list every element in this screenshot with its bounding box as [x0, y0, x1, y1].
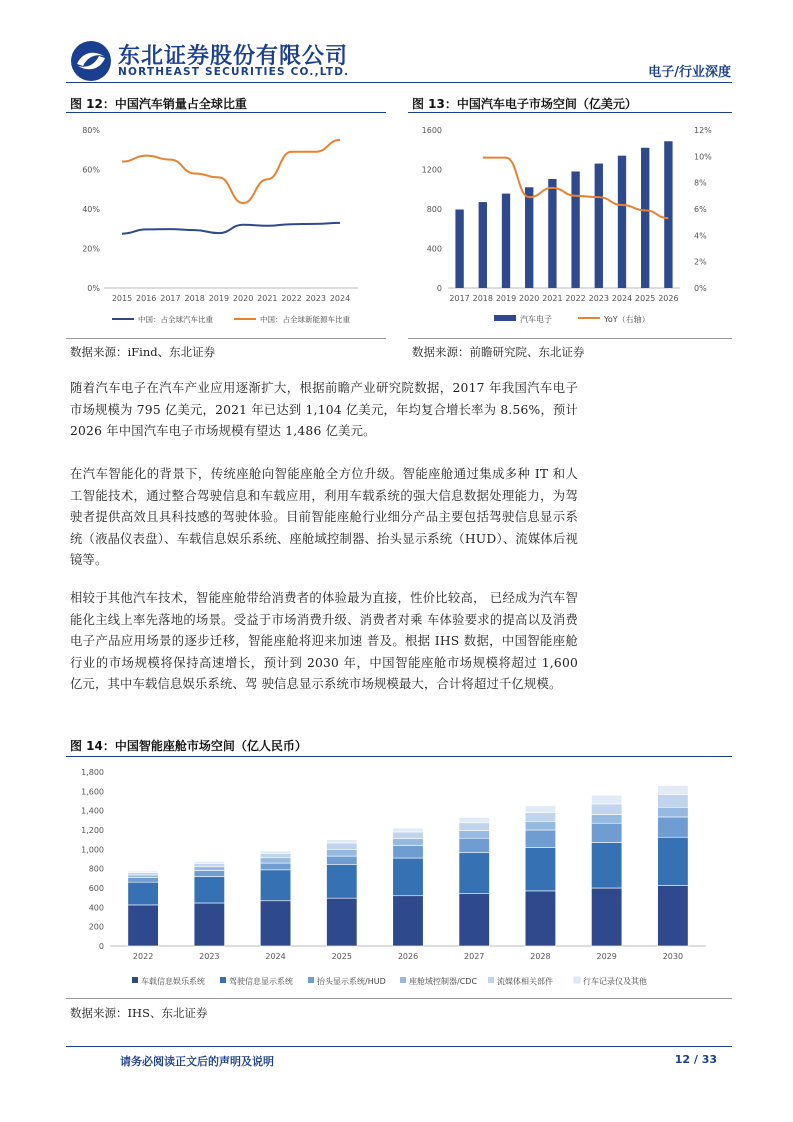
fig13-bar — [525, 187, 533, 288]
fig13-title-rule — [408, 112, 732, 113]
fig12-y-tick-label: 80% — [82, 126, 100, 135]
fig14-bar-segment-5 — [128, 871, 158, 872]
header-rule — [66, 82, 732, 83]
fig14-legend-label-1: 驾驶信息显示系统 — [229, 977, 293, 986]
fig14-bar-segment-3 — [194, 867, 224, 871]
fig14-bar-segment-2 — [393, 845, 423, 858]
fig14-legend-swatch-1 — [220, 977, 226, 983]
fig14-bar-segment-1 — [260, 870, 290, 901]
fig13-bar — [571, 171, 579, 288]
company-name-cn: 东北证券股份有限公司 — [118, 44, 349, 69]
fig13-bar — [595, 164, 603, 288]
fig12-y-tick-label: 60% — [82, 165, 100, 175]
fig14-bar-segment-2 — [128, 877, 158, 882]
fig14-x-tick-label: 2023 — [199, 952, 220, 961]
paragraph-1: 随着汽车电子在汽车产业应用逐渐扩大，根据前瞻产业研究院数据，2017 年我国汽车电子市场规模为 795 亿美元，2021 年已达到 1,104 亿美元，年均复合增长率为 8.56%，预计 2026 年中国汽车电子市场规模有望达 1,486 亿美元。 — [70, 381, 578, 438]
fig14-y-tick-label: 1,200 — [81, 826, 104, 835]
fig14-bar-segment-4 — [459, 823, 489, 831]
fig14-bar-segment-4 — [658, 795, 688, 808]
fig13-y2-tick-label: 8% — [694, 178, 707, 188]
fig14-y-tick-label: 1,400 — [81, 806, 104, 816]
fig14-bar-segment-3 — [327, 849, 357, 856]
fig12-x-tick-label: 2022 — [281, 294, 302, 303]
fig12-x-tick-label: 2017 — [160, 294, 181, 303]
fig12-title: 图 12：中国汽车销量占全球比重 — [70, 97, 247, 111]
fig13-y2-tick-label: 12% — [694, 126, 712, 135]
fig14-bar-segment-1 — [194, 876, 224, 903]
fig14-bar-segment-0 — [327, 898, 357, 946]
fig12-x-tick-label: 2020 — [232, 294, 254, 303]
fig14-bar-segment-3 — [260, 858, 290, 863]
fig13-y2-tick-label: 6% — [694, 205, 707, 214]
fig14-x-tick-label: 2024 — [265, 952, 286, 961]
fig12-source: 数据来源：iFind、东北证券 — [70, 345, 216, 359]
fig13-bar — [664, 141, 672, 288]
fig13-y-tick-label: 1200 — [421, 165, 442, 175]
fig13-y2-tick-label: 2% — [694, 257, 707, 267]
fig14-bar-segment-4 — [591, 804, 621, 815]
fig14-bar-segment-3 — [393, 839, 423, 846]
fig14-x-tick-label: 2028 — [530, 952, 551, 961]
fig14-bar-segment-0 — [260, 901, 290, 946]
fig14-legend-swatch-2 — [308, 977, 314, 983]
fig13-legend-swatch-bar — [494, 315, 516, 321]
fig14-y-tick-label: 1,600 — [81, 787, 104, 797]
fig14-bar-segment-4 — [393, 832, 423, 839]
fig14-title: 图 14：中国智能座舱市场空间（亿人民币） — [70, 739, 307, 753]
fig14-bar-segment-0 — [591, 888, 621, 946]
fig14-bar-segment-0 — [393, 896, 423, 946]
fig13-x-tick-label: 2017 — [449, 294, 470, 303]
fig14-bar-segment-0 — [658, 886, 688, 946]
fig13-bottom-rule — [408, 338, 732, 339]
fig12-y-tick-label: 0% — [87, 284, 100, 293]
fig13-y-tick-label: 800 — [426, 205, 442, 214]
fig14-source: 数据来源：IHS、东北证券 — [70, 1006, 208, 1020]
fig12-y-tick-label: 20% — [82, 244, 100, 254]
fig14-legend-label-4: 流媒体相关部件 — [497, 977, 553, 986]
fig12-title-rule — [66, 112, 386, 113]
fig14-bar-segment-4 — [260, 853, 290, 857]
fig14-bar-segment-4 — [327, 843, 357, 849]
fig13-chart — [408, 114, 732, 338]
fig13-bar — [455, 209, 463, 288]
fig14-bar-segment-1 — [525, 847, 555, 891]
fig13-x-tick-label: 2021 — [542, 294, 563, 303]
fig14-bar-segment-2 — [260, 863, 290, 870]
company-logo — [70, 40, 112, 82]
fig14-bar-segment-1 — [393, 858, 423, 896]
fig14-bar-segment-5 — [260, 851, 290, 853]
fig12-x-tick-label: 2024 — [329, 294, 351, 303]
fig12-x-tick-label: 2016 — [136, 294, 157, 303]
fig14-x-tick-label: 2029 — [596, 952, 617, 961]
fig14-x-tick-label: 2022 — [132, 952, 154, 961]
fig14-bar-segment-5 — [591, 795, 621, 804]
fig14-bar-segment-5 — [393, 828, 423, 832]
footer-disclaimer: 请务必阅读正文后的声明及说明 — [120, 1055, 274, 1068]
fig13-y-tick-label: 0 — [436, 284, 442, 293]
company-name-en: NORTHEAST SECURITIES CO.,LTD. — [118, 66, 350, 78]
fig13-y-tick-label: 400 — [426, 244, 442, 254]
fig14-bar-segment-5 — [459, 817, 489, 822]
fig14-bar-segment-5 — [194, 861, 224, 863]
fig14-bar-segment-4 — [128, 873, 158, 875]
fig12-chart — [66, 114, 386, 338]
fig13-x-tick-label: 2023 — [588, 294, 609, 303]
fig12-legend-label-1: 中国：占全球新能源车比重 — [260, 315, 350, 324]
fig14-bar-segment-3 — [591, 815, 621, 824]
fig14-bar-segment-0 — [128, 905, 158, 946]
fig13-x-tick-label: 2022 — [565, 294, 586, 303]
fig13-source: 数据来源：前瞻研究院、东北证券 — [412, 345, 585, 359]
fig14-y-tick-label: 400 — [88, 903, 104, 913]
fig14-bar-segment-3 — [459, 830, 489, 838]
fig14-bar-segment-1 — [327, 864, 357, 898]
fig14-legend-label-2: 抬头显示系统/HUD — [317, 977, 386, 986]
footer-rule — [66, 1046, 732, 1047]
fig13-bar — [502, 194, 510, 288]
fig14-chart — [66, 758, 732, 998]
fig14-bar-segment-3 — [658, 807, 688, 817]
fig14-bar-segment-1 — [459, 853, 489, 894]
fig13-y2-tick-label: 10% — [694, 152, 712, 162]
fig12-x-tick-label: 2018 — [184, 294, 205, 303]
fig14-bar-segment-1 — [591, 843, 621, 888]
fig14-bar-segment-2 — [658, 817, 688, 837]
fig14-bar-segment-1 — [658, 837, 688, 885]
paragraph-2: 在汽车智能化的背景下，传统座舱向智能座舱全方位升级。智能座舱通过集成多种 IT 和人工智能技术，通过整合驾驶信息和车载应用，利用车载系统的强大信息数据处理能力，为驾驶者提供高效且具科技感的驾驶体验。目前智能座舱行业细分产品主要包括驾驶信息显示系统（液晶仪表盘）、车载信息娱乐系统、座舱域控制器、抬头显示系统（HUD）、流媒体后视镜等。 — [70, 467, 578, 567]
company-logo-icon — [70, 40, 112, 82]
fig12-series-line-0 — [122, 223, 340, 234]
fig14-legend-swatch-0 — [132, 977, 138, 983]
fig12-y-tick-label: 40% — [82, 205, 100, 214]
fig14-bar-segment-3 — [525, 821, 555, 830]
fig14-y-tick-label: 1,000 — [81, 845, 104, 855]
fig14-bar-segment-1 — [128, 882, 158, 905]
fig14-y-tick-label: 600 — [88, 884, 104, 893]
fig12-x-tick-label: 2019 — [208, 294, 230, 303]
fig12-x-tick-label: 2021 — [257, 294, 278, 303]
fig13-title: 图 13：中国汽车电子市场空间（亿美元） — [412, 97, 637, 111]
fig14-y-tick-label: 800 — [88, 864, 104, 874]
fig12-x-tick-label: 2015 — [111, 294, 133, 303]
fig14-y-tick-label: 200 — [88, 922, 104, 932]
fig14-legend-swatch-4 — [488, 977, 494, 983]
fig13-bar — [641, 148, 649, 288]
fig14-legend-label-3: 座舱域控制器/CDC — [409, 977, 478, 986]
fig14-bar-segment-2 — [459, 838, 489, 853]
fig14-bar-segment-0 — [525, 891, 555, 946]
fig13-x-tick-label: 2026 — [658, 294, 679, 303]
fig14-title-rule — [66, 756, 732, 757]
fig13-bar — [548, 179, 556, 288]
fig12-series-line-1 — [122, 140, 340, 203]
fig14-y-tick-label: 0 — [98, 942, 104, 951]
fig13-x-tick-label: 2024 — [611, 294, 633, 303]
fig12-legend-label-0: 中国：占全球汽车比重 — [138, 315, 213, 324]
fig13-x-tick-label: 2019 — [495, 294, 517, 303]
report-category: 电子/行业深度 — [648, 65, 731, 80]
fig13-y2-tick-label: 4% — [694, 231, 707, 241]
fig13-y-tick-label: 1600 — [421, 126, 442, 135]
fig14-x-tick-label: 2027 — [464, 952, 485, 961]
fig14-bar-segment-2 — [327, 856, 357, 864]
fig14-bar-segment-0 — [459, 893, 489, 946]
fig14-x-tick-label: 2026 — [397, 952, 419, 961]
fig14-x-tick-label: 2025 — [331, 952, 352, 961]
fig14-legend-label-5: 行车记录仪及其他 — [583, 977, 647, 986]
fig14-bar-segment-5 — [658, 786, 688, 795]
fig14-bar-segment-2 — [591, 823, 621, 842]
fig14-bar-segment-3 — [128, 875, 158, 877]
fig14-bar-segment-0 — [194, 903, 224, 946]
fig13-x-tick-label: 2020 — [519, 294, 540, 303]
fig14-bar-segment-5 — [525, 806, 555, 813]
fig13-legend-label-bar: 汽车电子 — [520, 315, 552, 324]
fig13-x-tick-label: 2025 — [635, 294, 656, 303]
fig14-bar-segment-2 — [194, 871, 224, 877]
fig14-legend-swatch-3 — [400, 977, 406, 983]
fig14-y-tick-label: 1,800 — [81, 768, 104, 777]
paragraph-3: 相较于其他汽车技术，智能座舱带给消费者的体验最为直接，性价比较高， 已经成为汽车智能化主线上率先落地的场景。受益于市场消费升级、消费者对乘 车体验要求的提高以及消费电子产品应用场景的逐步迁移，智能座舱将迎来加速 普及。根据 IHS 数据，中国智能座舱行业的市场规模将保持高速增长，预计到 2030 年，中国智能座舱市场规模将超过 1,600 亿元，其中车载信息娱乐系统、驾 驶信息显示系统市场规模最大，合计将超过千亿规模。 — [70, 591, 578, 691]
fig13-y2-tick-label: 0% — [694, 284, 707, 293]
fig14-bar-segment-2 — [525, 830, 555, 847]
fig13-x-tick-label: 2018 — [472, 294, 493, 303]
page-number: 12 / 33 — [674, 1053, 717, 1066]
fig14-bottom-rule — [66, 998, 732, 999]
fig14-legend-label-0: 车载信息娱乐系统 — [141, 977, 205, 986]
fig14-x-tick-label: 2030 — [662, 952, 684, 961]
fig12-bottom-rule — [66, 338, 386, 339]
fig14-bar-segment-4 — [525, 813, 555, 822]
fig13-bar — [479, 202, 487, 288]
fig14-bar-segment-5 — [327, 840, 357, 843]
fig14-bar-segment-4 — [194, 863, 224, 866]
fig13-bar — [618, 156, 626, 288]
fig13-legend-label-line: YoY（右轴） — [604, 315, 650, 324]
fig14-legend-swatch-5 — [574, 977, 580, 983]
fig12-x-tick-label: 2023 — [305, 294, 326, 303]
